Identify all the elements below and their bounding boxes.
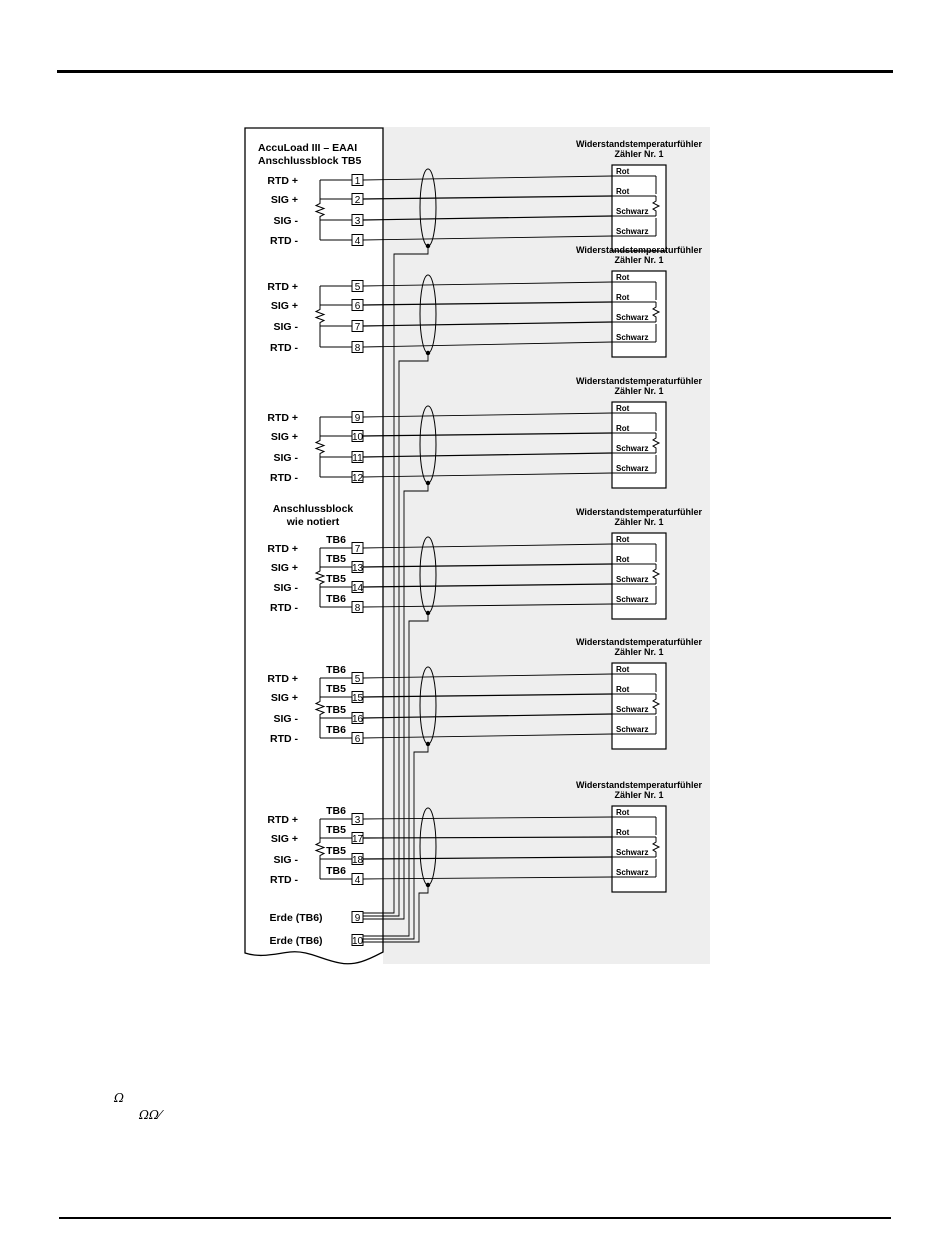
terminal-number: 16 (351, 714, 364, 725)
signal-label: RTD + (267, 281, 298, 293)
block-label: TB6 (326, 724, 346, 736)
terminal-number: 15 (351, 693, 364, 704)
signal-label: RTD + (267, 543, 298, 555)
ground-terminal-number: 10 (351, 936, 364, 947)
wire-color-label: Schwarz (616, 227, 649, 236)
signal-label: SIG + (270, 562, 298, 574)
signal-label: SIG - (273, 321, 298, 333)
terminal-number: 18 (351, 855, 364, 866)
block-label: TB6 (326, 865, 346, 877)
terminal-number: 6 (354, 301, 361, 312)
wire-color-label: Schwarz (616, 848, 649, 857)
terminal-number: 5 (354, 282, 361, 293)
wire-color-label: Rot (616, 808, 630, 817)
block-label: TB5 (326, 704, 346, 716)
terminal-number: 10 (351, 432, 364, 443)
sensor-header-line2: Zähler Nr. 1 (614, 255, 664, 265)
terminal-number: 8 (354, 343, 361, 354)
terminal-number: 14 (351, 583, 364, 594)
wire-color-label: Rot (616, 293, 630, 302)
signal-label: RTD + (267, 412, 298, 424)
terminal-number: 17 (351, 834, 364, 845)
wire-color-label: Schwarz (616, 333, 649, 342)
ground-terminal-number: 9 (354, 913, 361, 924)
sensor-header-line2: Zähler Nr. 1 (614, 790, 664, 800)
signal-label: RTD - (270, 472, 298, 484)
signal-label: RTD - (270, 733, 298, 745)
block-label: TB6 (326, 593, 346, 605)
block-label: TB5 (326, 683, 346, 695)
wire-color-label: Rot (616, 187, 630, 196)
terminal-number: 11 (352, 453, 363, 464)
block-note-line1: Anschlussblock (272, 503, 354, 515)
wire-color-label: Schwarz (616, 705, 649, 714)
sensor-header-line1: Widerstandstemperaturfühler (576, 780, 702, 790)
wire-color-label: Rot (616, 404, 630, 413)
terminal-number: 4 (354, 236, 361, 247)
signal-label: SIG + (270, 833, 298, 845)
signal-label: RTD - (270, 874, 298, 886)
signal-label: SIG + (270, 194, 298, 206)
footnote-symbol-line2: ΩΩ⁄ (139, 1108, 161, 1122)
block-label: TB5 (326, 573, 346, 585)
signal-label: SIG - (273, 215, 298, 227)
sensor-header-line2: Zähler Nr. 1 (614, 647, 664, 657)
panel-title-line1: AccuLoad III – EAAI (258, 142, 358, 154)
footnote-symbol-line1: Ω (114, 1091, 124, 1105)
wire-color-label: Rot (616, 167, 630, 176)
block-label: TB5 (326, 824, 346, 836)
sensor-header-line1: Widerstandstemperaturfühler (576, 245, 702, 255)
signal-label: SIG - (273, 582, 298, 594)
terminal-number: 13 (351, 563, 364, 574)
wire-color-label: Rot (616, 273, 630, 282)
wire-color-label: Rot (616, 555, 630, 564)
panel-title-line2: Anschlussblock TB5 (258, 155, 362, 167)
signal-label: SIG - (273, 452, 298, 464)
terminal-number: 3 (354, 815, 361, 826)
wire-color-label: Rot (616, 828, 630, 837)
terminal-number: 7 (354, 544, 361, 555)
signal-label: RTD + (267, 814, 298, 826)
wire-color-label: Rot (616, 535, 630, 544)
terminal-number: 5 (354, 674, 361, 685)
wire-color-label: Rot (616, 424, 630, 433)
sensor-header-line1: Widerstandstemperaturfühler (576, 637, 702, 647)
sensor-header-line2: Zähler Nr. 1 (614, 517, 664, 527)
block-label: TB6 (326, 534, 346, 546)
wire-color-label: Schwarz (616, 595, 649, 604)
sensor-header-line1: Widerstandstemperaturfühler (576, 139, 702, 149)
sensor-header-line2: Zähler Nr. 1 (614, 386, 664, 396)
terminal-number: 2 (354, 195, 361, 206)
wire-color-label: Schwarz (616, 207, 649, 216)
terminal-number: 4 (354, 875, 361, 886)
wire-color-label: Schwarz (616, 313, 649, 322)
sensor-header-line1: Widerstandstemperaturfühler (576, 376, 702, 386)
block-label: TB6 (326, 664, 346, 676)
signal-label: SIG + (270, 692, 298, 704)
block-label: TB5 (326, 553, 346, 565)
block-label: TB6 (326, 805, 346, 817)
block-note-line2: wie notiert (286, 516, 340, 528)
signal-label: SIG + (270, 300, 298, 312)
footer-rule (59, 1217, 891, 1219)
wire-color-label: Schwarz (616, 725, 649, 734)
terminal-number: 6 (354, 734, 361, 745)
wire-color-label: Schwarz (616, 464, 649, 473)
terminal-number: 12 (351, 473, 364, 484)
terminal-number: 1 (354, 176, 361, 187)
signal-label: RTD + (267, 175, 298, 187)
wire-color-label: Rot (616, 665, 630, 674)
block-label: TB5 (326, 845, 346, 857)
signal-label: SIG + (270, 431, 298, 443)
terminal-number: 8 (354, 603, 361, 614)
terminal-number: 7 (354, 322, 361, 333)
signal-label: RTD - (270, 602, 298, 614)
wire-color-label: Schwarz (616, 444, 649, 453)
signal-label: SIG - (273, 713, 298, 725)
sensor-header-line1: Widerstandstemperaturfühler (576, 507, 702, 517)
signal-label: RTD + (267, 673, 298, 685)
signal-label: RTD - (270, 235, 298, 247)
terminal-number: 3 (354, 216, 361, 227)
sensor-header-line2: Zähler Nr. 1 (614, 149, 664, 159)
ground-label: Erde (TB6) (269, 935, 323, 947)
signal-label: RTD - (270, 342, 298, 354)
wire-color-label: Schwarz (616, 575, 649, 584)
wire-color-label: Rot (616, 685, 630, 694)
terminal-number: 9 (354, 413, 361, 424)
ground-label: Erde (TB6) (269, 912, 323, 924)
signal-label: SIG - (273, 854, 298, 866)
wire-color-label: Schwarz (616, 868, 649, 877)
